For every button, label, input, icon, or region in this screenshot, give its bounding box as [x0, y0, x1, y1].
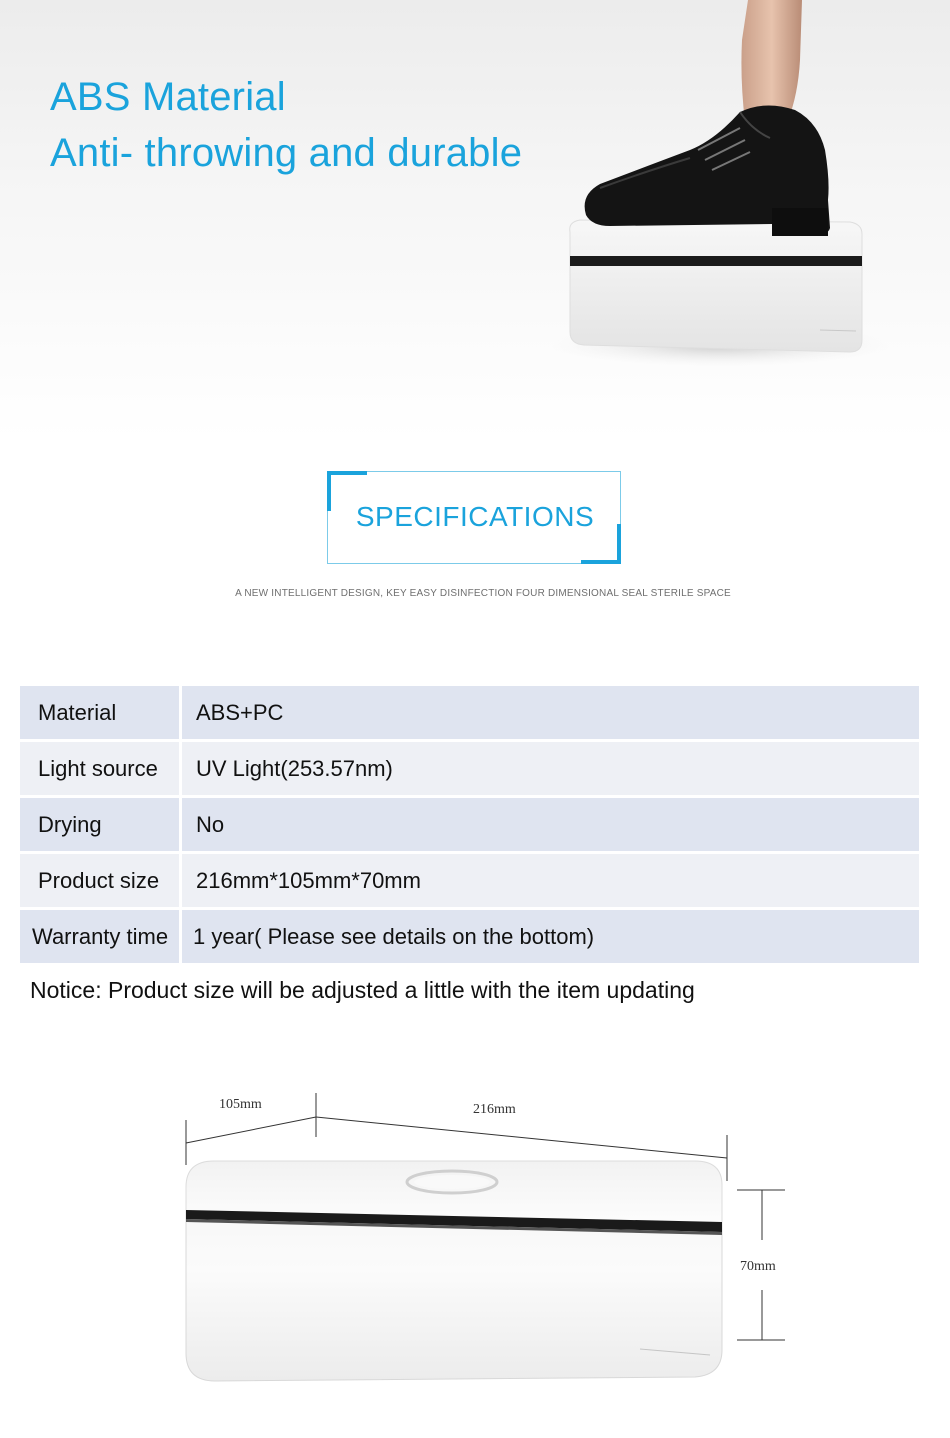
specifications-frame	[327, 471, 621, 564]
row-value: 216mm*105mm*70mm	[182, 854, 919, 907]
row-value: UV Light(253.57nm)	[182, 742, 919, 795]
row-label: Material	[20, 686, 179, 739]
table-row	[20, 854, 919, 907]
depth-dimension-label: 105mm	[219, 1097, 262, 1112]
row-value: 1 year( Please see details on the bottom)	[182, 910, 919, 963]
specifications-title: SPECIFICATIONS	[355, 501, 595, 532]
row-label: Light source	[20, 742, 179, 795]
table-row	[20, 798, 919, 851]
table-row	[20, 686, 919, 739]
row-label: Warranty time	[20, 910, 179, 963]
row-value: ABS+PC	[182, 686, 919, 739]
table-row	[20, 910, 919, 963]
row-label: Product size	[20, 854, 179, 907]
product-box-image	[170, 1085, 800, 1425]
row-label: Drying	[20, 798, 179, 851]
table-row	[20, 742, 919, 795]
shoe-on-box-image	[540, 0, 900, 380]
notice-text: Notice: Product size will be adjusted a little with the item updating	[30, 977, 695, 1003]
product-dimension-diagram	[170, 1085, 800, 1430]
spec-table	[20, 686, 919, 966]
hero-subtitle: Anti- throwing and durable	[50, 131, 523, 175]
hero-banner	[0, 0, 950, 440]
hero-title: ABS Material	[50, 75, 286, 119]
specifications-subtitle: A NEW INTELLIGENT DESIGN, KEY EASY DISINFECTION FOUR DIMENSIONAL SEAL STERILE SPACE	[235, 588, 731, 599]
length-dimension-label: 216mm	[473, 1102, 516, 1117]
row-value: No	[182, 798, 919, 851]
height-dimension-label: 70mm	[740, 1259, 776, 1274]
